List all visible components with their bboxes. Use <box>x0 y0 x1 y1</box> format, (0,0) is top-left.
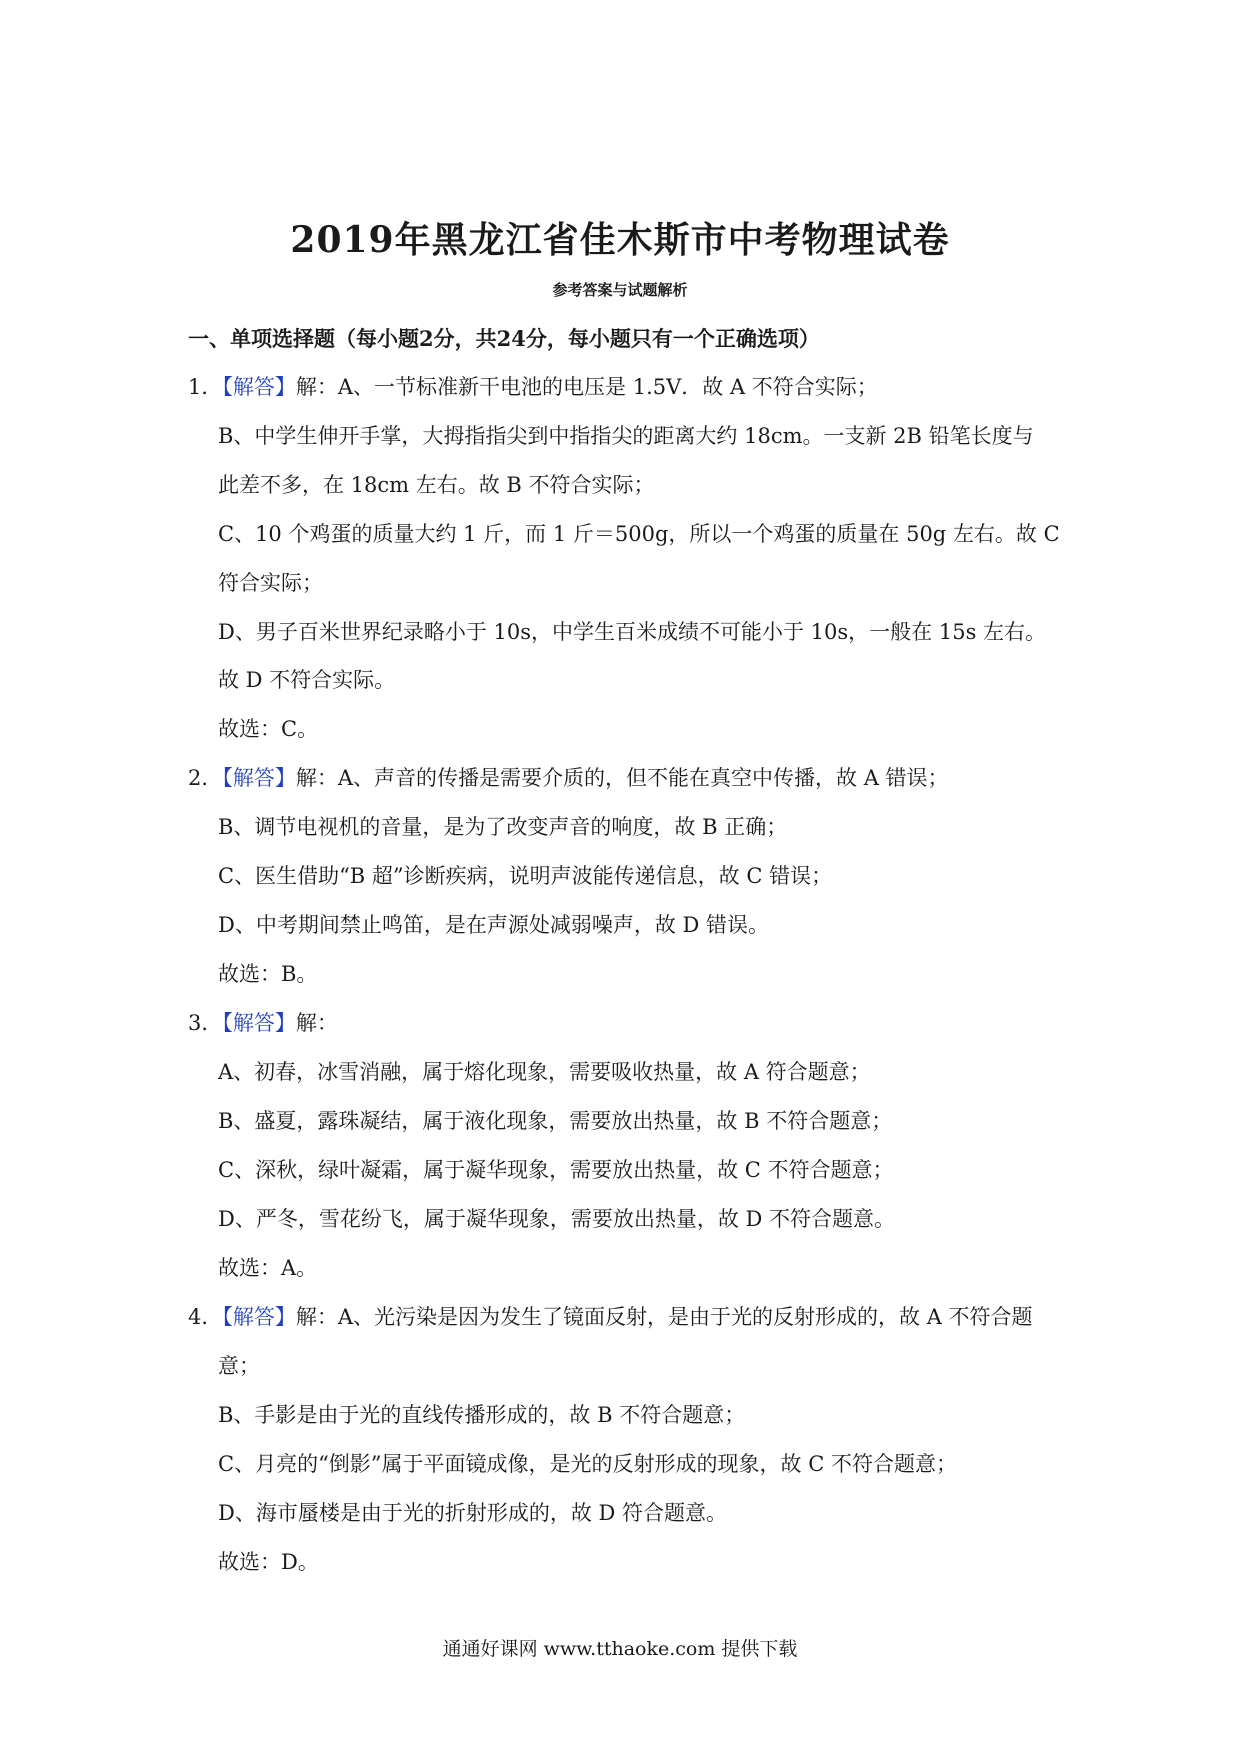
q4-line-3: B、手影是由于光的直线传播形成的，故 B 不符合题意； <box>218 1403 746 1427</box>
q2-line-3: C、医生借助“B 超”诊断疾病，说明声波能传递信息，故 C 错误； <box>218 864 833 888</box>
q1-answer-tag: 【解答】 <box>222 375 296 399</box>
q4-line-2: 意； <box>218 1354 260 1378</box>
q1-line-3: 此差不多，在 18cm 左右。故 B 不符合实际； <box>218 473 655 497</box>
q1-line-4: C、10 个鸡蛋的质量大约 1 斤，而 1 斤＝500g，所以一个鸡蛋的质量在 50g 左右。故 C <box>218 522 1060 546</box>
q3-line-4: C、深秋，绿叶凝霜，属于凝华现象，需要放出热量，故 C 不符合题意； <box>218 1158 894 1182</box>
q2-number: 2． <box>188 766 223 790</box>
q1-first-line <box>188 372 878 402</box>
page-subtitle: 参考答案与试题解析 <box>552 281 688 299</box>
q1-line-6: D、男子百米世界纪录略小于 10s，中学生百米成绩不可能小于 10s，一般在 15s 左右。 <box>218 620 1047 644</box>
q4-first-line <box>188 1302 1033 1332</box>
q1-line-2: B、中学生伸开手掌，大拇指指尖到中指指尖的距离大约 18cm。一支新 2B 铅笔长度与 <box>218 424 1034 448</box>
q4-answer-tag: 【解答】 <box>222 1305 296 1329</box>
q1-line-7: 故 D 不符合实际。 <box>218 668 396 692</box>
q2-line-1: 解：A、声音的传播是需要介质的，但不能在真空中传播，故 A 错误； <box>295 766 949 790</box>
q2-first-line <box>188 763 949 793</box>
q4-line-1: 解：A、光污染是因为发生了镜面反射，是由于光的反射形成的，故 A 不符合题 <box>295 1305 1033 1329</box>
q3-line-5: D、严冬，雪花纷飞，属于凝华现象，需要放出热量，故 D 不符合题意。 <box>218 1207 896 1231</box>
page-title: 2019年黑龙江省佳木斯市中考物理试卷 <box>290 219 950 261</box>
q3-first-line <box>188 1008 338 1038</box>
q2-line-4: D、中考期间禁止鸣笛，是在声源处减弱噪声，故 D 错误。 <box>218 913 770 937</box>
footer-credit: 通通好课网 www.tthaoke.com 提供下载 <box>442 1638 798 1660</box>
q3-answer-tag: 【解答】 <box>222 1011 296 1035</box>
section-heading: 一、单项选择题（每小题2分，共24分，每小题只有一个正确选项） <box>188 326 820 351</box>
q3-line-3: B、盛夏，露珠凝结，属于液化现象，需要放出热量，故 B 不符合题意； <box>218 1109 893 1133</box>
q3-line-6: 故选：A。 <box>218 1256 318 1280</box>
q2-line-5: 故选：B。 <box>218 962 318 986</box>
q2-answer-tag: 【解答】 <box>222 766 296 790</box>
q1-line-8: 故选：C。 <box>218 717 319 741</box>
q2-line-2: B、调节电视机的音量，是为了改变声音的响度，故 B 正确； <box>218 815 788 839</box>
q4-line-5: D、海市蜃楼是由于光的折射形成的，故 D 符合题意。 <box>218 1501 728 1525</box>
q3-line-2: A、初春，冰雪消融，属于熔化现象，需要吸收热量，故 A 符合题意； <box>218 1060 871 1084</box>
q4-line-6: 故选：D。 <box>218 1550 319 1574</box>
q3-line-1: 解： <box>295 1011 338 1035</box>
q1-line-5: 符合实际； <box>218 571 323 595</box>
q4-line-4: C、月亮的“倒影”属于平面镜成像，是光的反射形成的现象，故 C 不符合题意； <box>218 1452 957 1476</box>
q4-number: 4． <box>188 1305 223 1329</box>
q1-number: 1． <box>188 375 223 399</box>
q3-number: 3． <box>188 1011 223 1035</box>
q1-line-1: 解：A、一节标准新干电池的电压是 1.5V．故 A 不符合实际； <box>295 375 878 399</box>
